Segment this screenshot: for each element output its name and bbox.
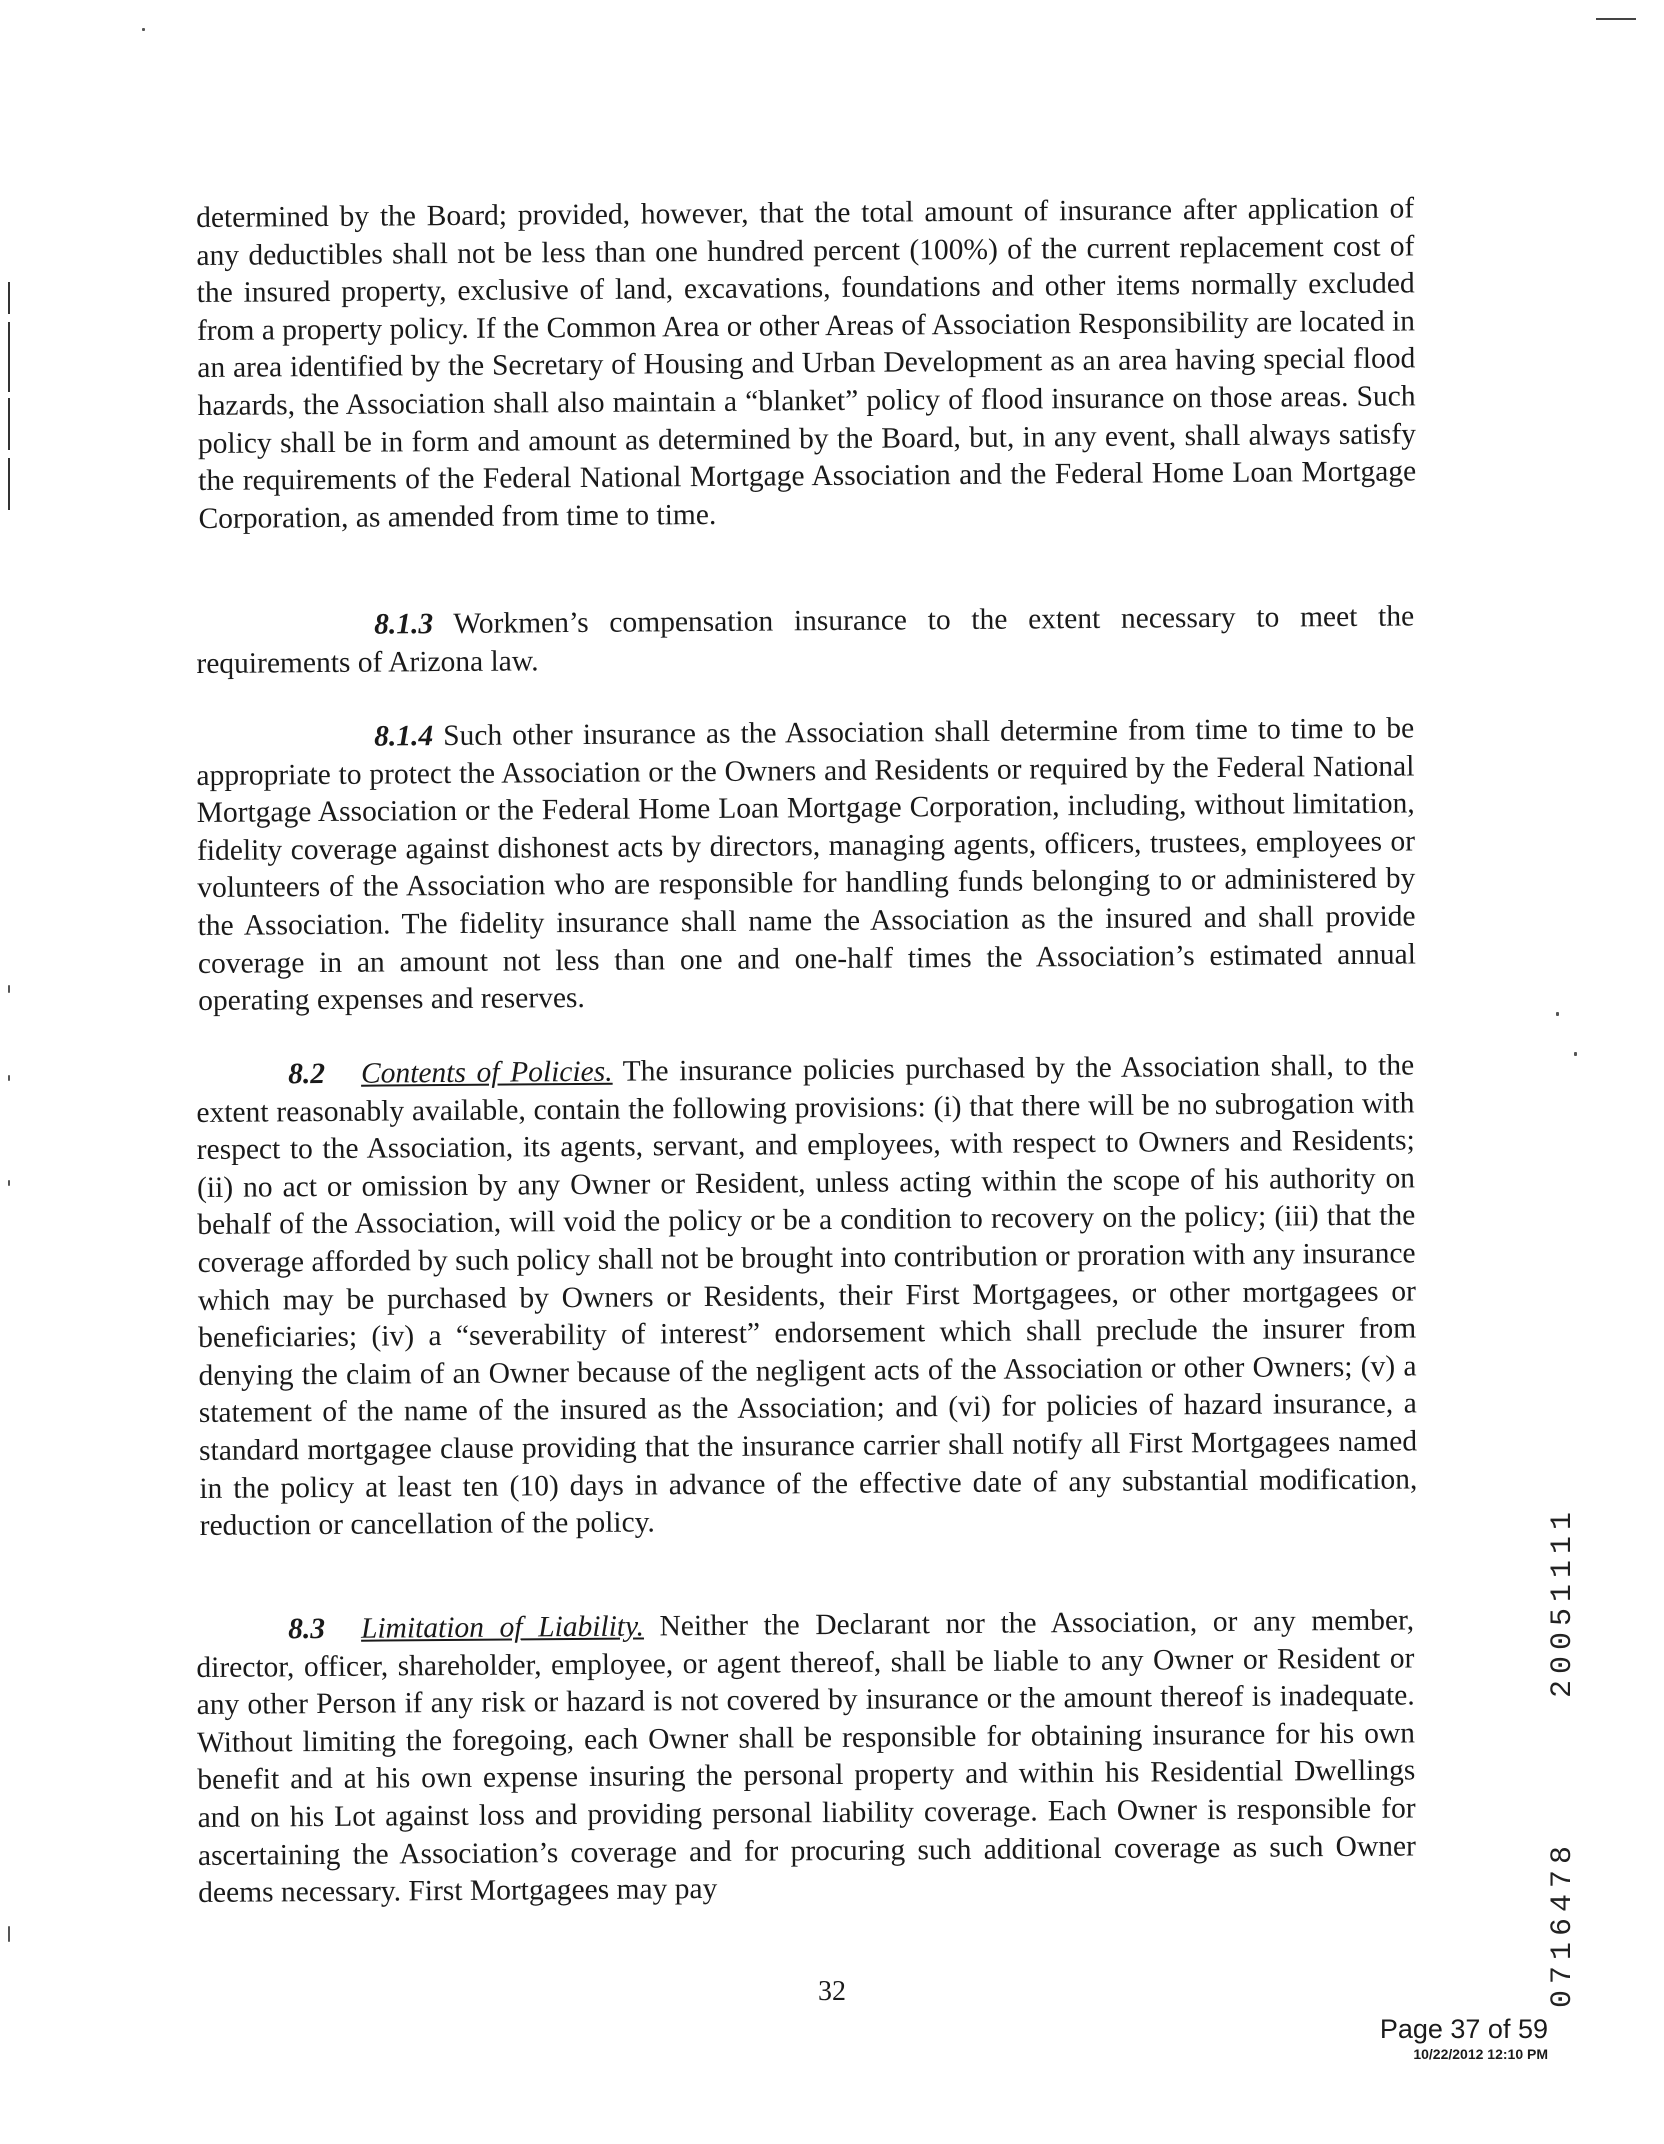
section-8-2	[196, 1047, 1418, 1545]
scan-margin-bar	[8, 398, 10, 450]
scan-speck	[8, 1075, 10, 1081]
page-number: 32	[818, 1976, 846, 2007]
recording-stamp-line: 0716478	[1546, 1839, 1580, 2008]
footer-page-label: Page 37 of 59	[1379, 2014, 1548, 2044]
section-text: Workmen’s compensation insurance to the extent necessary to meet the requirements of Arizona law.	[196, 600, 1415, 680]
scan-speck	[1574, 1052, 1577, 1056]
section-text: Such other insurance as the Association shall determine from time to time to be appropriate to protect the Association or the Owners and Residents or required by the Federal National Mortgage Association or the Federal Home Loan Mortgage Corporation, including, without limitation, fidelity coverage against dishonest acts by directors, managing agents, officers, trustees, employees or volunteers of the Association who are responsible for handling funds belonging to or administered by the Association. The fidelity insurance shall name the Association as the insured and shall provide coverage in an amount not less than one and one-half times the Association’s estimated annual operating expenses and reserves.	[196, 712, 1417, 1018]
scan-mark	[1596, 18, 1636, 20]
scan-margin-bar	[8, 458, 10, 510]
scan-speck	[8, 1926, 10, 1942]
section-text: The insurance policies purchased by the Association shall, to the extent reasonably available, contain the following provisions: (i) that there will be no subrogation with respect to the Association, its agents, servant, and employees, with respect to Owners and Residents; (ii) no act or omission by any Owner or Resident, unless acting within the scope of his authority on behalf of the Association, will void the policy or be a condition to recovery on the policy; (iii) that the coverage afforded by such policy shall not be brought into contribution or proration with any insurance which may be purchased by Owners or Residents, their First Mortgagees, or other mortgagees or beneficiaries; (iv) a “severability of interest” endorsement which shall preclude the insurer from denying the claim of an Owner because of the negligent acts of the Association or other Owners; (v) a statement of the name of the insured as the Association; and (vi) for policies of hazard insurance, a standard mortgagee clause providing that the insurance carrier shall notify all First Mortgagees named in the policy at least ten (10) days in advance of the effective date of any substantial modification, reduction or cancellation of the policy.	[196, 1049, 1418, 1543]
section-8-3	[196, 1602, 1416, 1912]
section-number: 8.3	[288, 1612, 326, 1646]
section-title: Limitation of Liability.	[360, 1610, 645, 1645]
scan-speck	[142, 28, 145, 31]
footer-timestamp: 10/22/2012 12:10 PM	[1413, 2046, 1548, 2062]
section-title: Contents of Policies.	[360, 1055, 613, 1090]
section-number: 8.1.4	[374, 720, 434, 753]
scan-margin-bar	[8, 322, 10, 392]
scan-speck	[1556, 1012, 1559, 1016]
section-8-1-3	[196, 598, 1415, 683]
scan-margin-bar	[8, 282, 10, 314]
section-number: 8.1.3	[374, 608, 434, 641]
paragraph-continued	[196, 190, 1417, 538]
scan-speck	[8, 985, 10, 993]
section-text: Neither the Declarant nor the Association, or any member, director, officer, shareholder, employee, or agent thereof, shall be liable to any Owner or Resident or any other Person if any risk or hazard is not covered by insurance or the amount thereof is inadequate. Without limiting the foregoing, each Owner shall be responsible for obtaining insurance for his own benefit and at his own expense insuring the personal property and within his Residential Dwellings and on his Lot against loss and providing personal liability coverage. Each Owner is responsible for ascertaining the Association’s coverage and for procuring such additional coverage as such Owner deems necessary. First Mortgagees may pay	[196, 1604, 1417, 1910]
recording-stamp-line: 20051111	[1546, 1505, 1580, 1698]
section-number: 8.2	[288, 1057, 326, 1091]
paragraph-text: determined by the Board; provided, however, that the total amount of insurance after application of any deductibles shall not be less than one hundred percent (100%) of the current replacement cost of the insured property, exclusive of land, excavations, foundations and other items normally excluded from a property policy. If the Common Area or other Areas of Association Responsibility are located in an area identified by the Secretary of Housing and Urban Development as an area having special flood hazards, the Association shall also maintain a “blanket” policy of flood insurance on those areas. Such policy shall be in form and amount as determined by the Board, but, in any event, shall always satisfy the requirements of the Federal National Mortgage Association and the Federal Home Loan Mortgage Corporation, as amended from time to time.	[196, 192, 1417, 535]
scan-speck	[8, 1180, 10, 1186]
section-8-1-4	[196, 710, 1416, 1020]
